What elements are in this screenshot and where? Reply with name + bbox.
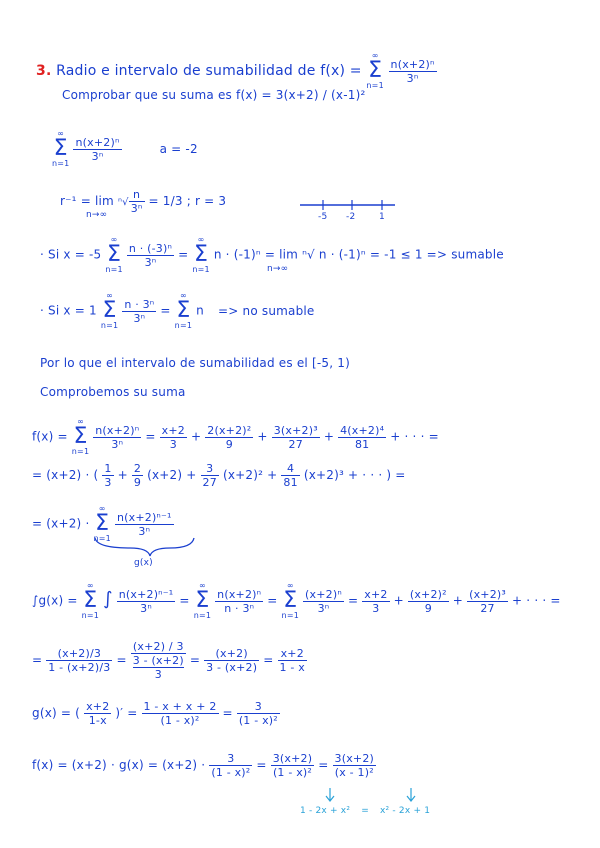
integral-c1: $\frac{x+2}{3}$ <box>364 587 388 615</box>
expansion-tail: + · · · = <box>390 429 439 444</box>
sum-symbol: ∞ Σ n=1 <box>93 504 111 543</box>
exercise-number: 3. <box>36 63 52 79</box>
expansion-a1: $\frac{x+2}{3}$ <box>161 423 185 451</box>
case1-term2: n · (-1)ⁿ <box>213 247 261 262</box>
conclusion-text: Por lo que el intervalo de sumabilidad es el [-5, 1) <box>40 356 350 370</box>
geom-f1: $\frac{(x+2)/3}{1 - (x+2)/3}$ <box>48 647 111 674</box>
series-block <box>52 130 198 168</box>
sum-symbol: ∞ Σ n=1 <box>281 581 300 620</box>
series-term: $\frac{\text{n(x+2)ⁿ}}{\text{3ⁿ}}$ <box>390 57 435 85</box>
radius-lim-sub: n→∞ <box>86 210 108 220</box>
sum-symbol: ∞ Σ n=1 <box>174 291 193 330</box>
final-b: $\frac{3(x+2)}{\text{(1 - x)²}}$ <box>272 752 313 779</box>
gdef-lead: = (x+2) · <box>32 516 90 531</box>
case1-label: · Si x = -5 <box>40 247 102 262</box>
case2-term: $\frac{\text{n · 3ⁿ}}{\text{3ⁿ}}$ <box>124 297 155 325</box>
exercise-title: Radio e intervalo de sumabilidad de <box>56 63 316 79</box>
case1-tail: = -1 ≤ 1 => sumable <box>369 247 504 262</box>
expansion-a2: $\frac{\text{2(x+2)²}}{9}$ <box>207 423 252 451</box>
integral-line: ∫g(x) = ∞ Σ n=1 ∫ $\frac{\text{n(x+2)ⁿ⁻¹}}{\text{3ⁿ}}$ = ∞ Σ n=1 $\frac{\text{n(x+2)ⁿ}}{\text{n · 3ⁿ}}$ = ∞ Σ n=1 $\frac{\text{(x+2)ⁿ}}{\text{3ⁿ}}$ = $\frac{x+2}{3}$ + $\frac{\text{(x+2)²}}{9}$ + $\frac{\text{(x+2)³}}{27}$ + · · · = <box>32 581 561 620</box>
final-lhs: f(x) = (x+2) · g(x) = (x+2) · <box>32 758 206 772</box>
integral-s3: $\frac{\text{(x+2)ⁿ}}{\text{3ⁿ}}$ <box>305 587 342 615</box>
radius-result: = 1/3 ; r = 3 <box>148 194 227 208</box>
final-a: $\frac{3}{\text{(1 - x)²}}$ <box>211 752 251 779</box>
sum-symbol: ∞ Σ n=1 <box>71 417 90 456</box>
case1-root: ⁿ√ n · (-1)ⁿ <box>302 247 366 262</box>
derivative-line: g(x) = ( $\frac{x+2}{1-x}$ )′ = $\frac{1 - x + x + 2}{\text{(1 - x)²}}$ = $\frac{3}{\text{(1 - x)²}}$ <box>32 700 278 727</box>
factored-b3: $\frac{3}{27}$ <box>202 462 217 489</box>
deriv-p: $\frac{x+2}{1-x}$ <box>86 700 110 727</box>
note-left: 1 - 2x + x² <box>300 806 351 816</box>
axis-label-1: 1 <box>379 212 385 222</box>
gdef-line <box>32 505 174 543</box>
series-term: $\frac{\text{n(x+2)ⁿ}}{\text{3ⁿ}}$ <box>75 135 120 163</box>
integral-c3: $\frac{\text{(x+2)³}}{27}$ <box>469 587 506 615</box>
factored-b3-tail: (x+2)² + <box>222 468 278 482</box>
sum-symbol: ∞ Σ n=1 <box>193 581 212 620</box>
deriv-r: $\frac{3}{\text{(1 - x)²}}$ <box>238 700 278 727</box>
case1-lim-sub: n→∞ <box>267 264 289 274</box>
check-heading: Comprobemos su suma <box>40 385 186 399</box>
exercise-heading <box>36 52 437 90</box>
sum-symbol: ∞ Σ n=1 <box>81 581 100 620</box>
factored-b2: $\frac{2}{9}$ <box>133 462 142 489</box>
integral-lhs: ∫g(x) = <box>32 593 78 608</box>
deriv-lhs: g(x) = ( <box>32 706 81 720</box>
integral-s2: $\frac{\text{n(x+2)ⁿ}}{\text{n · 3ⁿ}}$ <box>217 587 262 615</box>
radius-line: r⁻¹ = lim ⁿ√ $\frac{n}{\text{3ⁿ}}$ = 1/3 ; r = 3 <box>60 188 227 215</box>
expansion-a4: $\frac{\text{4(x+2)⁴}}{81}$ <box>340 423 385 451</box>
geom-f4: $\frac{x+2}{1 - x}$ <box>279 647 305 674</box>
integral-tail: + · · · = <box>512 593 561 608</box>
deriv-q: $\frac{1 - x + x + 2}{\text{(1 - x)²}}$ <box>143 700 217 727</box>
exercise-subtitle: Comprobar que su suma es f(x) = 3(x+2) / (x-1)² <box>62 88 366 102</box>
final-c: $\frac{3(x+2)}{\text{(x - 1)²}}$ <box>334 752 375 779</box>
geometric-line: = $\frac{(x+2)/3}{1 - (x+2)/3}$ = (x+2) / 3 3 - (x+2) 3 = $\frac{(x+2)}{3 - (x+2)}$ = $\frac{x+2}{1 - x}$ <box>32 640 305 681</box>
final-line: f(x) = (x+2) · g(x) = (x+2) · $\frac{3}{\text{(1 - x)²}}$ = $\frac{3(x+2)}{\text{(1 - x)²}}$ = $\frac{3(x+2)}{\text{(x - 1)²}}$ <box>32 752 375 779</box>
axis-label-minus5: -5 <box>318 212 328 222</box>
sum-symbol: ∞ Σ n=1 <box>192 235 210 274</box>
exercise-fx: f(x) = <box>320 63 362 79</box>
gdef-term: $\frac{\text{n(x+2)ⁿ⁻¹}}{\text{3ⁿ}}$ <box>116 510 172 538</box>
case-x-1 <box>40 292 315 330</box>
deriv-prime: )′ = <box>115 706 138 720</box>
sum-symbol: ∞ Σ n=1 <box>52 129 70 168</box>
factored-b1: $\frac{1}{3}$ <box>104 462 112 489</box>
axis-label-minus2: -2 <box>346 212 356 222</box>
final-note <box>300 806 430 816</box>
geom-f2: (x+2) / 3 3 - (x+2) 3 <box>132 640 184 681</box>
integral-i: $\frac{\text{n(x+2)ⁿ⁻¹}}{\text{3ⁿ}}$ <box>118 587 174 615</box>
factored-line: = (x+2) · ( $\frac{1}{3}$ + $\frac{2}{9}$ (x+2) + $\frac{3}{27}$ (x+2)² + $\frac{4}{81}$ (x+2)³ + · · · ) = <box>32 462 406 489</box>
geom-f3: $\frac{(x+2)}{3 - (x+2)}$ <box>206 647 258 674</box>
case1-eq: = <box>178 247 189 262</box>
factored-b4: $\frac{4}{81}$ <box>283 462 298 489</box>
radius-lhs: r⁻¹ = lim <box>60 194 114 208</box>
brace-label: g(x) <box>134 558 153 568</box>
radius-root-frac: $\frac{n}{\text{3ⁿ}}$ <box>130 188 143 215</box>
expansion-line: f(x) = ∞ Σ n=1 $\frac{\text{n(x+2)ⁿ}}{\text{3ⁿ}}$ = $\frac{x+2}{3}$ + $\frac{\text{2(x+2)²}}{9}$ + $\frac{\text{3(x+2)³}}{27}$ + $\frac{\text{4(x+2)⁴}}{81}$ + · · · = <box>32 417 439 456</box>
sum-symbol: ∞ Σ n=1 <box>100 291 119 330</box>
case2-term2: n <box>196 303 204 318</box>
case1-lim: = lim <box>264 247 299 262</box>
sum-symbol: ∞ Σ n=1 <box>366 51 384 90</box>
factored-lead: = (x+2) · ( <box>32 468 99 482</box>
expansion-a3: $\frac{\text{3(x+2)³}}{27}$ <box>273 423 318 451</box>
case2-eq: = <box>160 303 171 318</box>
sum-symbol: ∞ Σ n=1 <box>105 235 123 274</box>
case2-tail: => no sumable <box>217 303 315 318</box>
note-right: x² - 2x + 1 <box>380 806 431 816</box>
case1-term: $\frac{\text{n · (-3)ⁿ}}{\text{3ⁿ}}$ <box>128 241 173 269</box>
expansion-term: $\frac{\text{n(x+2)ⁿ}}{\text{3ⁿ}}$ <box>95 423 140 451</box>
case2-label: · Si x = 1 <box>40 303 97 318</box>
factored-b4-tail: (x+2)³ + · · · ) = <box>303 468 406 482</box>
integral-c2: $\frac{\text{(x+2)²}}{9}$ <box>409 587 447 615</box>
expansion-lhs: f(x) = <box>32 429 68 444</box>
series-center: a = -2 <box>159 141 198 156</box>
factored-b2-tail: (x+2) + <box>147 468 197 482</box>
note-eq: = <box>361 806 369 816</box>
